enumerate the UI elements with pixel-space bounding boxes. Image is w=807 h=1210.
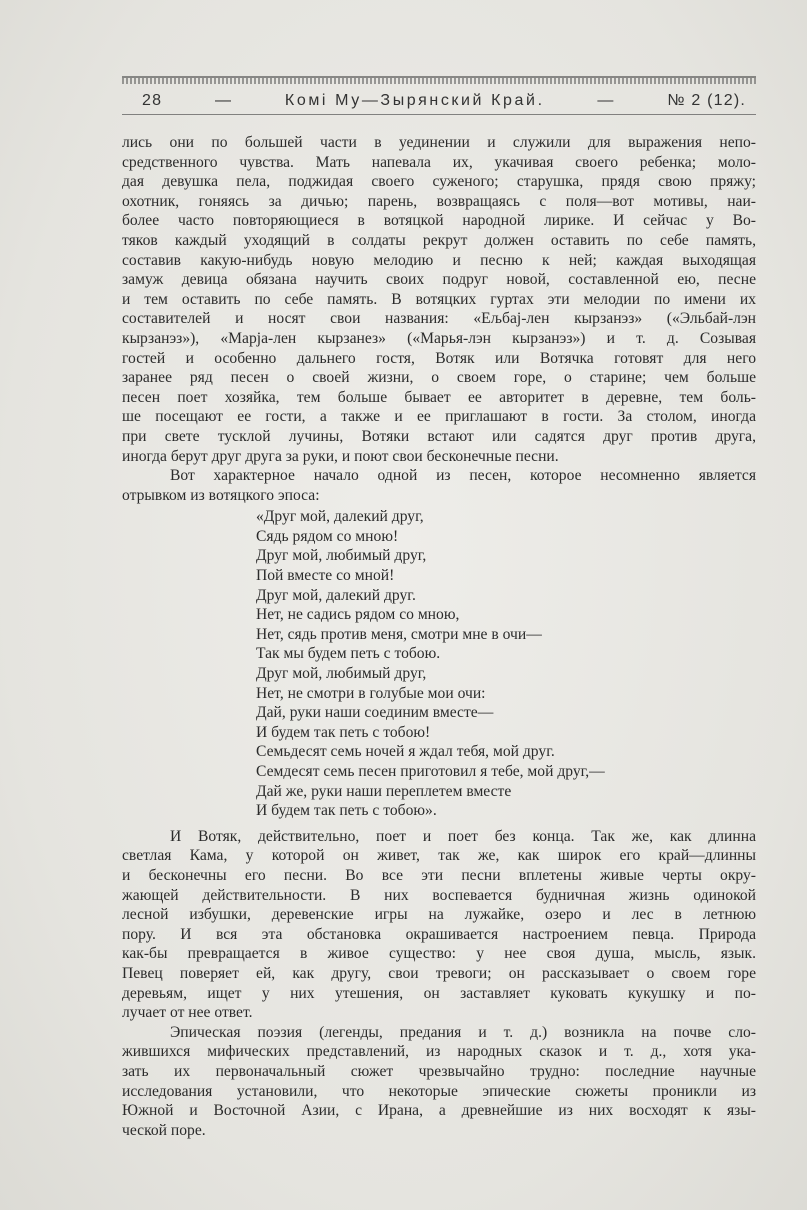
text-line: Певец поверяет ей, как другу, свои тревоги; он рассказывает о своем горе <box>122 964 756 982</box>
text-line: составителей и носят свои названия: «Ељбај-лен кырзанэз» («Эльбай-лэн <box>122 310 756 328</box>
poem-line: Семьдесят семь ночей я ждал тебя, мой друг. <box>256 743 555 761</box>
text-line: лучает от нее ответ. <box>122 1004 253 1022</box>
paragraph-4 <box>122 1023 756 1141</box>
poem-line: Дай же, руки наши переплетем вместе <box>256 782 512 800</box>
paragraph-3 <box>122 827 756 1023</box>
poem-line: Так мы будем петь с тобою. <box>256 645 441 663</box>
text-line: иногда берут друг друга за руки, и поют свои бесконечные песни. <box>122 447 559 465</box>
header-ornament-rule <box>122 76 756 84</box>
text-line: охотник, гоняясь за дичью; парень, возвращаясь с поля—вот мотивы, наи- <box>122 192 756 210</box>
text-line: средственного чувства. Мать напевала их, укачивая своего ребенка; моло- <box>122 153 756 171</box>
text-line: кырзанэз»), «Марја-лен кырзанез» («Марья-лэн кырзанэз») и т. д. Созывая <box>122 329 756 347</box>
text-line: ше посещают ее гости, а также и ее приглашают в гости. За столом, иногда <box>122 408 756 426</box>
text-line: и тем оставить по себе память. В вотяцких гуртах эти мелодии по имени их <box>122 290 756 308</box>
paragraph-2 <box>122 466 756 505</box>
text-line: песен поет хозяйка, тем больше бывает ее авторитет в деревне, тем боль- <box>122 388 756 406</box>
text-line: при свете тусклой лучины, Вотяки встают или садятся друг против друга, <box>122 427 756 445</box>
header-row <box>122 84 756 114</box>
text-line: замуж девица обязана научить своих подруг новой, составленной ею, песне <box>122 271 756 289</box>
running-header <box>122 76 756 115</box>
header-rule <box>122 114 756 115</box>
poem-line: Друг мой, любимый друг, <box>256 665 427 683</box>
text-line: пору. И вся эта обстановка окрашивается настроением певца. Природа <box>122 925 756 943</box>
poem-line: Нет, не садись рядом со мною, <box>256 606 460 624</box>
poem-line: «Друг мой, далекий друг, <box>256 508 424 526</box>
text-line: исследования установили, что некоторые эпические сюжеты проникли из <box>122 1082 756 1100</box>
article-body <box>122 133 756 1140</box>
journal-title: Комі Му—Зырянский Край. <box>284 92 545 109</box>
poem-line: Нет, сядь против меня, смотри мне в очи— <box>256 625 542 643</box>
poem-line: Пой вместе со мной! <box>256 567 395 585</box>
text-line: и бесконечны его песни. Во все эти песни вплетены живые черты окру- <box>122 866 756 884</box>
text-line: отрывком из вотяцкого эпоса: <box>122 486 320 504</box>
header-dash-left: — <box>214 92 233 109</box>
poem-line: И будем так петь с тобою! <box>256 723 431 741</box>
poem-excerpt <box>256 507 756 821</box>
paragraph-1 <box>122 133 756 466</box>
text-line: Южной и Восточной Азии, с Ирана, а древнейшие из них восходят к язы- <box>122 1102 756 1120</box>
text-line: светлая Кама, у которой он живет, так же, как широк его край—длинны <box>122 847 756 865</box>
poem-line: Друг мой, далекий друг. <box>256 586 416 604</box>
text-line: тяков каждый уходящий в солдаты рекрут должен оставить по себе память, <box>122 231 756 249</box>
text-line: Эпическая поэзия (легенды, предания и т. д.) возникла на почве сло- <box>170 1023 756 1041</box>
text-line: как-бы превращается в живое существо: у нее своя душа, мысль, язык. <box>122 945 756 963</box>
poem-line: Дай, руки наши соединим вместе— <box>256 704 494 722</box>
text-line: гостей и особенно дальнего гостя, Вотяк или Вотячка готовят для него <box>122 349 756 367</box>
text-line: ческой поре. <box>122 1121 206 1139</box>
poem-line: И будем так петь с тобою». <box>256 802 437 820</box>
text-line: жившихся мифических представлений, из народных сказок и т. д., хотя ука- <box>122 1043 756 1061</box>
text-line: Вот характерное начало одной из песен, которое несомненно является <box>170 467 756 485</box>
poem-line: Друг мой, любимый друг, <box>256 547 427 565</box>
poem-line: Нет, не смотри в голубые мои очи: <box>256 684 486 702</box>
text-line: заранее ряд песен о своей жизни, о своем горе, о старине; чем больше <box>122 369 756 387</box>
issue-number: № 2 (12). <box>667 92 746 109</box>
poem-line: Сядь рядом со мною! <box>256 527 399 545</box>
text-line: лесной избушки, деревенские игры на лужайке, озеро и лес в летнюю <box>122 906 756 924</box>
text-line: жающей действительности. В них воспевается будничная жизнь одинокой <box>122 886 756 904</box>
text-line: дая девушка пела, поджидая своего суженого; старушка, прядя свою пряжу; <box>122 173 756 191</box>
text-line: лись они по большей части в уединении и служили для выражения непо- <box>122 134 756 151</box>
text-line: деревьям, ищет у них утешения, он заставляет куковать кукушку и по- <box>122 984 756 1002</box>
text-line: И Вотяк, действительно, поет и поет без конца. Так же, как длинна <box>170 827 756 845</box>
page-number: 28 <box>142 92 163 109</box>
text-line: зать их первоначальный сюжет чрезвычайно трудно: последние научные <box>122 1062 756 1080</box>
text-line: более часто повторяющиеся в вотяцкой народной лирике. И сейчас у Во- <box>122 212 756 230</box>
header-dash-right: — <box>597 92 615 109</box>
poem-line: Семдесят семь песен приготовил я тебе, мой друг,— <box>256 763 605 780</box>
text-line: составив какую-нибудь новую мелодию и песню к ней; каждая выходящая <box>122 251 756 269</box>
